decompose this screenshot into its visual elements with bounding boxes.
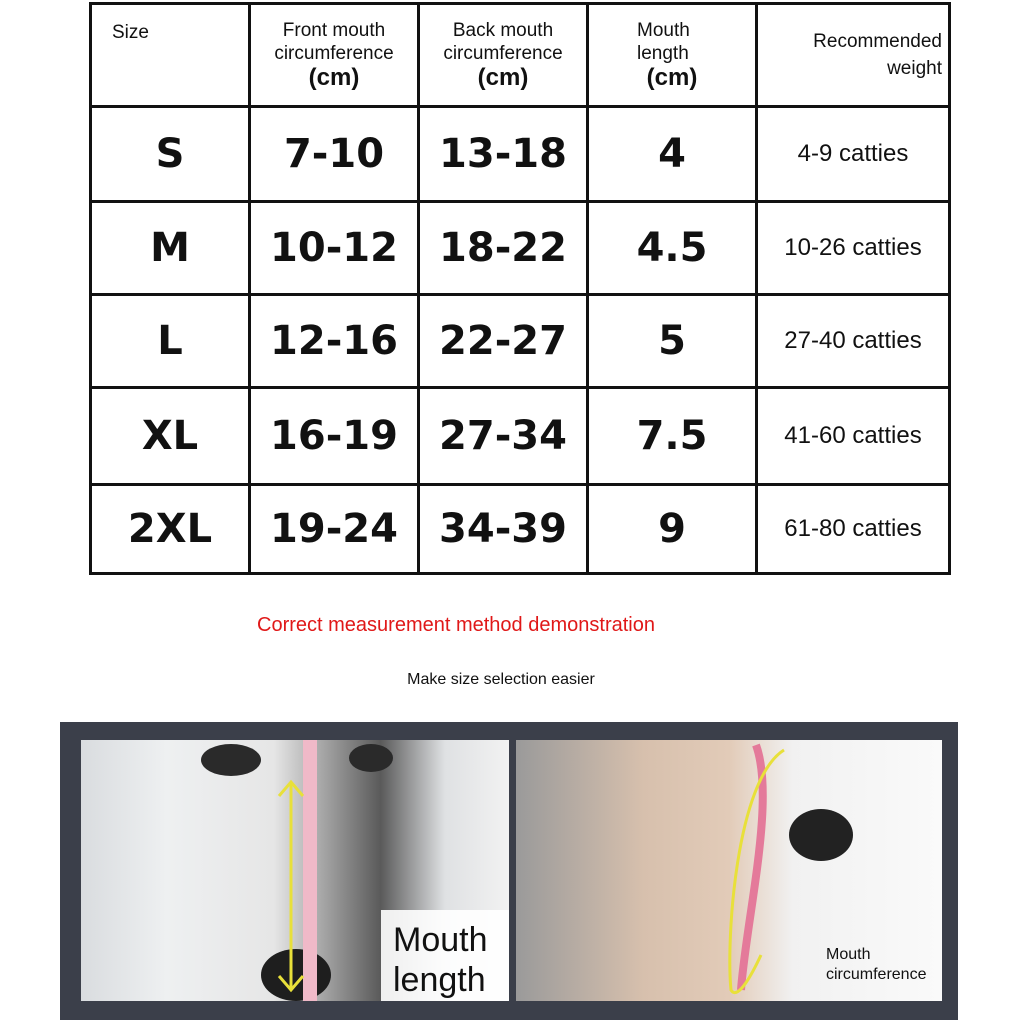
cell-mouth-length: 5 xyxy=(588,295,757,388)
header-size: Size xyxy=(91,4,250,107)
header-label: Mouth length xyxy=(637,20,690,64)
cell-back-mouth: 22-27 xyxy=(419,295,588,388)
header-row xyxy=(91,4,950,107)
cell-mouth-length: 4.5 xyxy=(588,202,757,295)
cell-size: XL xyxy=(91,388,250,485)
cell-front-mouth: 10-12 xyxy=(250,202,419,295)
cell-front-mouth: 19-24 xyxy=(250,485,419,574)
photo-mouth-length xyxy=(81,740,509,1001)
measurement-photo-frame xyxy=(60,722,958,1020)
cell-weight: 27-40 catties xyxy=(757,295,950,388)
header-unit: (cm) xyxy=(477,64,529,91)
dog-eye xyxy=(789,809,853,861)
cell-weight: 4-9 catties xyxy=(757,107,950,202)
cell-front-mouth: 16-19 xyxy=(250,388,419,485)
cell-size: M xyxy=(91,202,250,295)
table-row xyxy=(91,388,950,485)
header-unit: (cm) xyxy=(646,64,698,91)
header-front-mouth xyxy=(250,4,419,107)
cell-back-mouth: 18-22 xyxy=(419,202,588,295)
table-row xyxy=(91,295,950,388)
dog-eye xyxy=(201,744,261,776)
photo-mouth-circumference xyxy=(516,740,942,1001)
cell-weight: 10-26 catties xyxy=(757,202,950,295)
cell-mouth-length: 7.5 xyxy=(588,388,757,485)
cell-weight: 61-80 catties xyxy=(757,485,950,574)
header-label: Back mouth circumference xyxy=(443,20,563,64)
cell-mouth-length: 4 xyxy=(588,107,757,202)
cell-size: L xyxy=(91,295,250,388)
tape-measure xyxy=(303,740,317,1001)
cell-size: S xyxy=(91,107,250,202)
table-row xyxy=(91,202,950,295)
cell-size: 2XL xyxy=(91,485,250,574)
cell-back-mouth: 34-39 xyxy=(419,485,588,574)
dog-nose xyxy=(261,949,331,1001)
cell-mouth-length: 9 xyxy=(588,485,757,574)
mouth-length-label: Mouth length xyxy=(393,921,488,999)
header-unit: (cm) xyxy=(308,64,360,91)
cell-back-mouth: 13-18 xyxy=(419,107,588,202)
header-back-mouth xyxy=(419,4,588,107)
header-label: Front mouth circumference xyxy=(274,20,394,64)
cell-front-mouth: 12-16 xyxy=(250,295,419,388)
cell-weight: 41-60 catties xyxy=(757,388,950,485)
header-recommended-weight: Recommended weight xyxy=(757,4,950,107)
cell-back-mouth: 27-34 xyxy=(419,388,588,485)
cell-front-mouth: 7-10 xyxy=(250,107,419,202)
demo-subtitle: Make size selection easier xyxy=(407,671,595,688)
table-row xyxy=(91,107,950,202)
mouth-circumference-label: Mouth circumference xyxy=(826,946,927,983)
demo-title: Correct measurement method demonstration xyxy=(257,614,655,636)
dog-eye xyxy=(349,744,393,772)
table-row xyxy=(91,485,950,574)
size-chart-table xyxy=(89,2,951,575)
header-mouth-length xyxy=(588,4,757,107)
